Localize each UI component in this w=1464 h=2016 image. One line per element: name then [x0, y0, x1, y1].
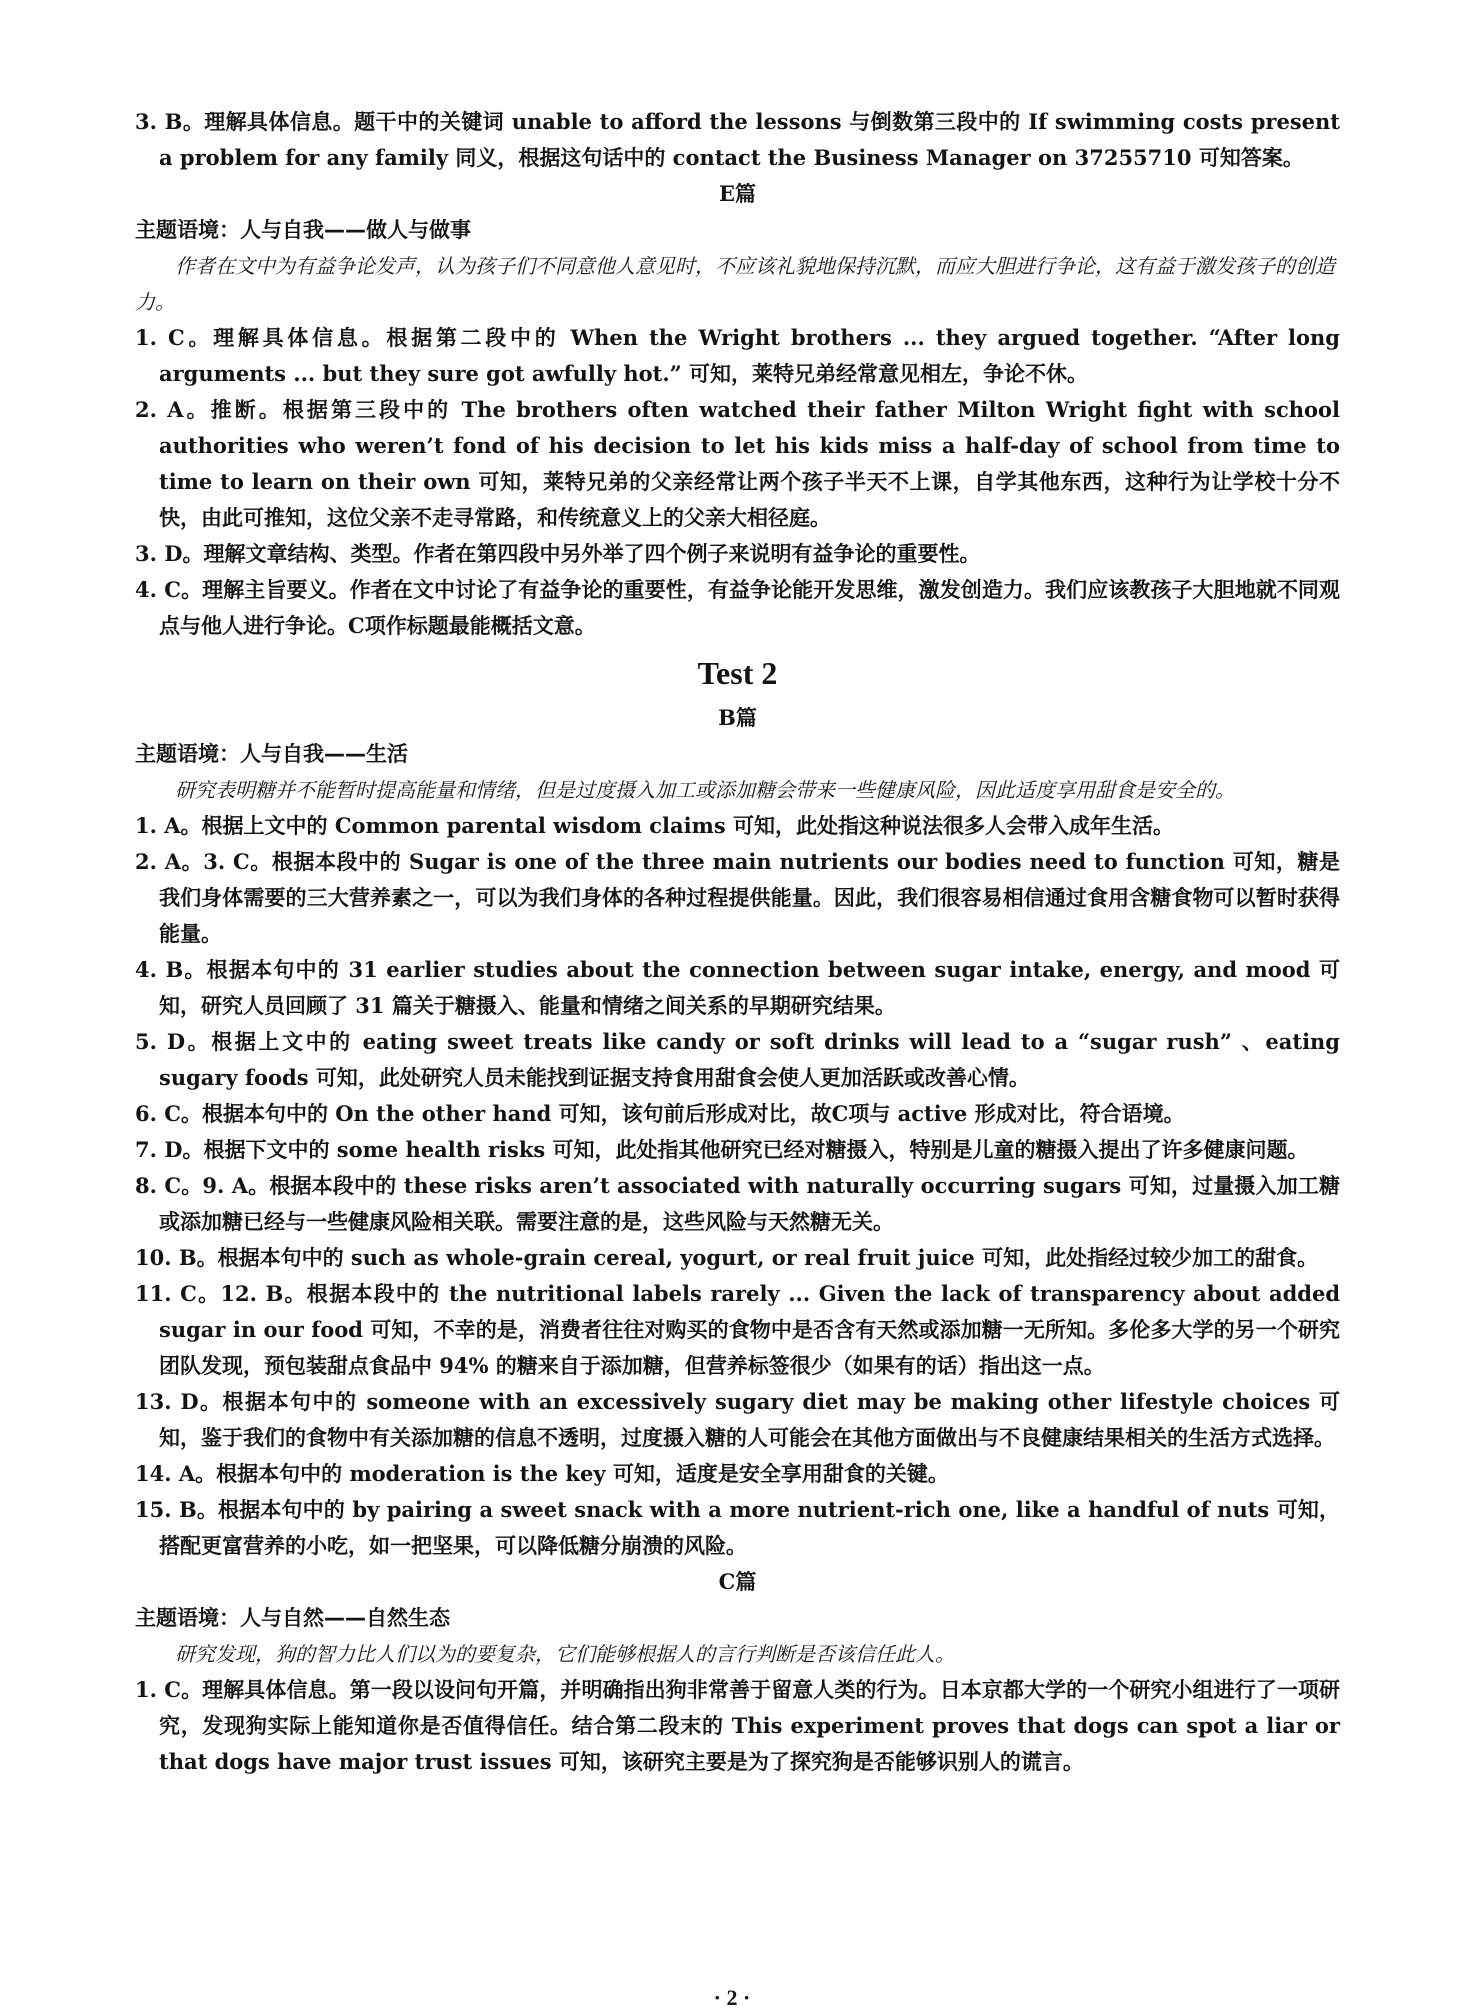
page-number: · 2 ·	[713, 1985, 751, 2010]
section-c-summary: 研究发现，狗的智力比人们以为的要复杂，它们能够根据人的言行判断是否该信任此人。	[175, 1642, 955, 1666]
answer-item: 2. A。推断。根据第三段中的 The brothers often watched their father Milton Wright fight with school authorities who weren’t fond of his decision to let his kids miss a half-day of school from time to time to learn on their own 可知，莱特兄弟的父亲经常让两个孩子半天不上课，自学其他东西，这种行为让学校十分不快，由此可推知，这位父亲不走寻常路，和传统意义上的父亲大相径庭。	[135, 397, 1340, 530]
answer-item: 10. B。根据本句中的 such as whole-grain cereal, yogurt, or real fruit juice 可知，此处指经过较少加工的甜食。	[135, 1245, 1319, 1270]
answer-item: 3. D。理解文章结构、类型。作者在第四段中另外举了四个例子来说明有益争论的重要性。	[135, 541, 981, 566]
section-c-title: C篇	[718, 1569, 757, 1594]
answer-item: 8. C。9. A。根据本段中的 these risks aren’t associated with naturally occurring sugars 可知，过量摄入加工糖或添加糖已经与一些健康风险相关联。需要注意的是，这些风险与天然糖无关。	[135, 1173, 1340, 1234]
section-e-context: 主题语境：人与自我——做人与做事	[135, 218, 471, 242]
answer-item: 1. A。根据上文中的 Common parental wisdom claims 可知，此处指这种说法很多人会带入成年生活。	[135, 813, 1174, 838]
answer-item: 7. D。根据下文中的 some health risks 可知，此处指其他研究已经对糖摄入，特别是儿童的糖摄入提出了许多健康问题。	[135, 1137, 1309, 1162]
answer-item: 11. C。12. B。根据本段中的 the nutritional labels rarely ... Given the lack of transparency about added sugar in our food 可知，不幸的是，消费者往往对购买的食物中是否含有天然或添加糖一无所知。多伦多大学的另一个研究团队发现，预包装甜点食品中 94% 的糖来自于添加糖，但营养标签很少（如果有的话）指出这一点。	[135, 1281, 1340, 1378]
section-b-summary: 研究表明糖并不能暂时提高能量和情绪，但是过度摄入加工或添加糖会带来一些健康风险，因此适度享用甜食是安全的。	[175, 778, 1235, 802]
answer-item: 3. B。理解具体信息。题干中的关键词 unable to afford the lessons 与倒数第三段中的 If swimming costs present a problem for any family 同义，根据这句话中的 contact the Business Manager on 37255710 可知答案。	[135, 109, 1340, 170]
section-e-summary: 作者在文中为有益争论发声，认为孩子们不同意他人意见时，不应该礼貌地保持沉默，而应大胆进行争论，这有益于激发孩子的创造力。	[135, 254, 1335, 314]
answer-item: 14. A。根据本句中的 moderation is the key 可知，适度是安全享用甜食的关键。	[135, 1461, 949, 1486]
section-c-context: 主题语境：人与自然——自然生态	[135, 1606, 450, 1630]
section-b-context: 主题语境：人与自我——生活	[135, 742, 408, 766]
section-b-title: B篇	[718, 705, 757, 730]
answer-item: 13. D。根据本句中的 someone with an excessively sugary diet may be making other lifestyle choices 可知，鉴于我们的食物中有关添加糖的信息不透明，过度摄入糖的人可能会在其他方面做出与不良健康结果相关的生活方式选择。	[135, 1389, 1340, 1450]
test-title: Test 2	[697, 655, 778, 691]
answer-item: 1. C。理解具体信息。根据第二段中的 When the Wright brothers ... they argued together. “After long arguments ... but they sure got awfully hot.” 可知，莱特兄弟经常意见相左，争论不休。	[135, 325, 1340, 386]
answer-item: 15. B。根据本句中的 by pairing a sweet snack with a more nutrient-rich one, like a handful of nuts 可知，搭配更富营养的小吃，如一把坚果，可以降低糖分崩溃的风险。	[135, 1497, 1340, 1558]
answer-item: 4. C。理解主旨要义。作者在文中讨论了有益争论的重要性，有益争论能开发思维，激发创造力。我们应该教孩子大胆地就不同观点与他人进行争论。C项作标题最能概括文意。	[135, 577, 1340, 638]
answer-page	[135, 104, 1340, 1780]
section-e-title: E篇	[718, 181, 756, 206]
answer-item: 4. B。根据本句中的 31 earlier studies about the connection between sugar intake, energy, and mood 可知，研究人员回顾了 31 篇关于糖摄入、能量和情绪之间关系的早期研究结果。	[135, 957, 1340, 1018]
answer-item: 2. A。3. C。根据本段中的 Sugar is one of the three main nutrients our bodies need to function 可知，糖是我们身体需要的三大营养素之一，可以为我们身体的各种过程提供能量。因此，我们很容易相信通过食用含糖食物可以暂时获得能量。	[135, 849, 1340, 946]
answer-item: 5. D。根据上文中的 eating sweet treats like candy or soft drinks will lead to a “sugar rush” 、eating sugary foods 可知，此处研究人员未能找到证据支持食用甜食会使人更加活跃或改善心情。	[135, 1029, 1340, 1090]
answer-item: 6. C。根据本句中的 On the other hand 可知，该句前后形成对比，故C项与 active 形成对比，符合语境。	[135, 1101, 1185, 1126]
answer-item: 1. C。理解具体信息。第一段以设问句开篇，并明确指出狗非常善于留意人类的行为。日本京都大学的一个研究小组进行了一项研究，发现狗实际上能知道你是否值得信任。结合第二段末的 This experiment proves that dogs can spot a liar or that dogs have major trust issues 可知，该研究主要是为了探究狗是否能够识别人的谎言。	[135, 1677, 1340, 1774]
